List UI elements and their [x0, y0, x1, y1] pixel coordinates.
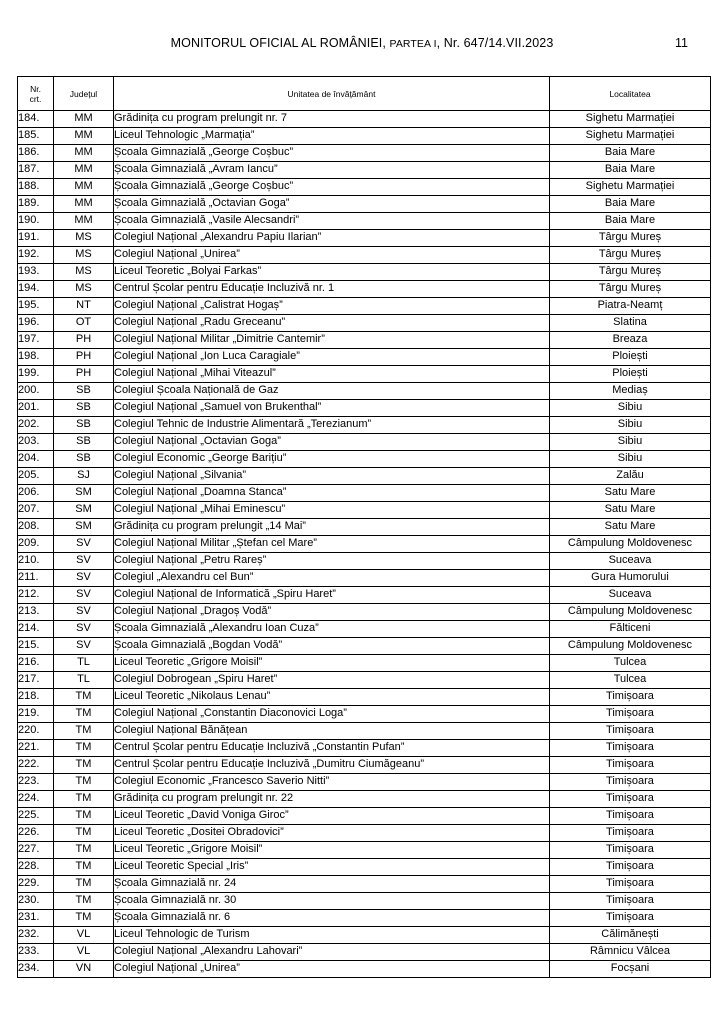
school-name: Școala Gimnazială „George Coșbuc” — [114, 145, 550, 162]
county-code: TL — [54, 672, 114, 689]
school-name: Colegiul Școala Națională de Gaz — [114, 383, 550, 400]
publication-title-main: MONITORUL OFICIAL AL ROMÂNIEI, — [170, 36, 390, 50]
county-code: SM — [54, 502, 114, 519]
county-code: TM — [54, 774, 114, 791]
school-name: Liceul Tehnologic de Turism — [114, 927, 550, 944]
row-number: 197. — [18, 332, 54, 349]
column-header-nr: Nr. crt. — [18, 77, 54, 111]
row-number: 204. — [18, 451, 54, 468]
county-code: TM — [54, 825, 114, 842]
school-name: Colegiul Național „Alexandru Lahovari” — [114, 944, 550, 961]
table-row — [18, 451, 711, 468]
county-code: TM — [54, 893, 114, 910]
locality: Ploiești — [550, 349, 711, 366]
locality: Fălticeni — [550, 621, 711, 638]
county-code: SB — [54, 417, 114, 434]
row-number: 222. — [18, 757, 54, 774]
county-code: OT — [54, 315, 114, 332]
locality: Râmnicu Vâlcea — [550, 944, 711, 961]
table-row — [18, 315, 711, 332]
table-row — [18, 111, 711, 128]
locality: Câmpulung Moldovenesc — [550, 638, 711, 655]
table-row — [18, 672, 711, 689]
locality: Timișoara — [550, 706, 711, 723]
school-name: Colegiul Național „Calistrat Hogaș” — [114, 298, 550, 315]
school-name: Colegiul Național „Dragoș Vodă” — [114, 604, 550, 621]
locality: Timișoara — [550, 825, 711, 842]
row-number: 199. — [18, 366, 54, 383]
county-code: TM — [54, 842, 114, 859]
school-name: Liceul Teoretic „Grigore Moisil” — [114, 655, 550, 672]
table-row — [18, 808, 711, 825]
county-code: SV — [54, 621, 114, 638]
county-code: TM — [54, 757, 114, 774]
column-header-localitate: Localitatea — [550, 77, 711, 111]
locality: Baia Mare — [550, 145, 711, 162]
county-code: SB — [54, 451, 114, 468]
row-number: 227. — [18, 842, 54, 859]
county-code: SB — [54, 400, 114, 417]
locality: Timișoara — [550, 740, 711, 757]
table-row — [18, 842, 711, 859]
county-code: PH — [54, 349, 114, 366]
row-number: 186. — [18, 145, 54, 162]
table-header-row — [18, 77, 711, 111]
school-name: Centrul Școlar pentru Educație Incluzivă nr. 1 — [114, 281, 550, 298]
county-code: MM — [54, 196, 114, 213]
school-name: Colegiul Național „Mihai Eminescu” — [114, 502, 550, 519]
table-row — [18, 910, 711, 927]
locality: Sighetu Marmației — [550, 128, 711, 145]
row-number: 205. — [18, 468, 54, 485]
row-number: 209. — [18, 536, 54, 553]
table-row — [18, 927, 711, 944]
table-row — [18, 757, 711, 774]
table-row — [18, 230, 711, 247]
county-code: TM — [54, 740, 114, 757]
row-number: 233. — [18, 944, 54, 961]
county-code: TM — [54, 859, 114, 876]
row-number: 231. — [18, 910, 54, 927]
table-row — [18, 961, 711, 978]
school-name: Colegiul Economic „George Barițiu” — [114, 451, 550, 468]
county-code: MM — [54, 145, 114, 162]
row-number: 217. — [18, 672, 54, 689]
school-name: Colegiul Național Bănățean — [114, 723, 550, 740]
page-header — [0, 36, 724, 56]
table-row — [18, 587, 711, 604]
school-name: Liceul Teoretic „Bolyai Farkas” — [114, 264, 550, 281]
table-row — [18, 723, 711, 740]
table-row — [18, 434, 711, 451]
table-row — [18, 468, 711, 485]
locality: Piatra-Neamț — [550, 298, 711, 315]
table-row — [18, 128, 711, 145]
table-row — [18, 417, 711, 434]
row-number: 193. — [18, 264, 54, 281]
school-name: Colegiul Național „Doamna Stanca” — [114, 485, 550, 502]
row-number: 223. — [18, 774, 54, 791]
row-number: 192. — [18, 247, 54, 264]
table-row — [18, 332, 711, 349]
table-row — [18, 179, 711, 196]
county-code: TM — [54, 808, 114, 825]
table-row — [18, 859, 711, 876]
row-number: 216. — [18, 655, 54, 672]
row-number: 224. — [18, 791, 54, 808]
row-number: 194. — [18, 281, 54, 298]
row-number: 232. — [18, 927, 54, 944]
locality: Breaza — [550, 332, 711, 349]
row-number: 200. — [18, 383, 54, 400]
county-code: MM — [54, 179, 114, 196]
county-code: SV — [54, 638, 114, 655]
table-row — [18, 621, 711, 638]
county-code: TM — [54, 689, 114, 706]
table-row — [18, 791, 711, 808]
locality: Timișoara — [550, 723, 711, 740]
table-row — [18, 502, 711, 519]
row-number: 201. — [18, 400, 54, 417]
row-number: 211. — [18, 570, 54, 587]
school-name: Colegiul Național „Alexandru Papiu Ilarian” — [114, 230, 550, 247]
county-code: NT — [54, 298, 114, 315]
locality: Sibiu — [550, 434, 711, 451]
row-number: 214. — [18, 621, 54, 638]
row-number: 208. — [18, 519, 54, 536]
county-code: TM — [54, 910, 114, 927]
school-name: Colegiul Național „Unirea” — [114, 961, 550, 978]
locality: Timișoara — [550, 859, 711, 876]
row-number: 221. — [18, 740, 54, 757]
row-number: 230. — [18, 893, 54, 910]
row-number: 195. — [18, 298, 54, 315]
locality: Timișoara — [550, 774, 711, 791]
county-code: SB — [54, 383, 114, 400]
table-row — [18, 570, 711, 587]
table-row — [18, 638, 711, 655]
table-row — [18, 774, 711, 791]
locality: Sibiu — [550, 417, 711, 434]
school-name: Colegiul Național „Ion Luca Caragiale” — [114, 349, 550, 366]
school-name: Liceul Tehnologic „Marmația” — [114, 128, 550, 145]
county-code: MM — [54, 162, 114, 179]
school-name: Colegiul Național „Samuel von Brukenthal” — [114, 400, 550, 417]
county-code: SV — [54, 587, 114, 604]
table-row — [18, 196, 711, 213]
school-name: Școala Gimnazială „George Coșbuc” — [114, 179, 550, 196]
locality: Sighetu Marmației — [550, 179, 711, 196]
row-number: 220. — [18, 723, 54, 740]
school-name: Liceul Teoretic „Nikolaus Lenau” — [114, 689, 550, 706]
locality: Sighetu Marmației — [550, 111, 711, 128]
table-row — [18, 655, 711, 672]
table-row — [18, 349, 711, 366]
county-code: VN — [54, 961, 114, 978]
row-number: 212. — [18, 587, 54, 604]
county-code: SV — [54, 536, 114, 553]
locality: Timișoara — [550, 842, 711, 859]
county-code: MS — [54, 264, 114, 281]
school-name: Colegiul Tehnic de Industrie Alimentară „Terezianum” — [114, 417, 550, 434]
row-number: 202. — [18, 417, 54, 434]
school-name: Grădinița cu program prelungit nr. 7 — [114, 111, 550, 128]
locality: Suceava — [550, 587, 711, 604]
locality: Sibiu — [550, 400, 711, 417]
row-number: 210. — [18, 553, 54, 570]
locality: Timișoara — [550, 757, 711, 774]
publication-title-issue: , Nr. 647/14.VII.2023 — [436, 36, 554, 50]
school-name: Grădinița cu program prelungit nr. 22 — [114, 791, 550, 808]
county-code: VL — [54, 927, 114, 944]
schools-table — [17, 76, 711, 978]
table-row — [18, 825, 711, 842]
county-code: TM — [54, 876, 114, 893]
school-name: Școala Gimnazială „Vasile Alecsandri” — [114, 213, 550, 230]
row-number: 218. — [18, 689, 54, 706]
school-name: Colegiul „Alexandru cel Bun” — [114, 570, 550, 587]
locality: Timișoara — [550, 893, 711, 910]
row-number: 185. — [18, 128, 54, 145]
row-number: 189. — [18, 196, 54, 213]
row-number: 198. — [18, 349, 54, 366]
table-row — [18, 247, 711, 264]
school-name: Liceul Teoretic „Grigore Moisil” — [114, 842, 550, 859]
locality: Satu Mare — [550, 485, 711, 502]
row-number: 234. — [18, 961, 54, 978]
row-number: 190. — [18, 213, 54, 230]
locality: Ploiești — [550, 366, 711, 383]
row-number: 203. — [18, 434, 54, 451]
county-code: MM — [54, 111, 114, 128]
table-row — [18, 383, 711, 400]
school-name: Școala Gimnazială „Alexandru Ioan Cuza” — [114, 621, 550, 638]
row-number: 213. — [18, 604, 54, 621]
school-name: Colegiul Dobrogean „Spiru Haret” — [114, 672, 550, 689]
row-number: 187. — [18, 162, 54, 179]
county-code: SV — [54, 570, 114, 587]
locality: Târgu Mureș — [550, 281, 711, 298]
table-row — [18, 145, 711, 162]
row-number: 219. — [18, 706, 54, 723]
locality: Timișoara — [550, 876, 711, 893]
school-name: Colegiul Național „Constantin Diaconovici Loga” — [114, 706, 550, 723]
locality: Focșani — [550, 961, 711, 978]
table-row — [18, 689, 711, 706]
school-name: Liceul Teoretic Special „Iris” — [114, 859, 550, 876]
table-row — [18, 706, 711, 723]
table-row — [18, 264, 711, 281]
school-name: Școala Gimnazială nr. 6 — [114, 910, 550, 927]
row-number: 226. — [18, 825, 54, 842]
row-number: 206. — [18, 485, 54, 502]
county-code: SV — [54, 553, 114, 570]
county-code: TM — [54, 723, 114, 740]
row-number: 228. — [18, 859, 54, 876]
county-code: SM — [54, 519, 114, 536]
publication-title-part: PARTEA I — [389, 38, 437, 50]
county-code: MS — [54, 230, 114, 247]
locality: Timișoara — [550, 689, 711, 706]
row-number: 188. — [18, 179, 54, 196]
locality: Baia Mare — [550, 162, 711, 179]
county-code: SB — [54, 434, 114, 451]
row-number: 215. — [18, 638, 54, 655]
locality: Baia Mare — [550, 196, 711, 213]
locality: Târgu Mureș — [550, 230, 711, 247]
locality: Târgu Mureș — [550, 247, 711, 264]
row-number: 196. — [18, 315, 54, 332]
locality: Câmpulung Moldovenesc — [550, 604, 711, 621]
locality: Baia Mare — [550, 213, 711, 230]
school-name: Școala Gimnazială nr. 24 — [114, 876, 550, 893]
county-code: SJ — [54, 468, 114, 485]
table-body — [18, 111, 711, 978]
school-name: Liceul Teoretic „David Voniga Giroc” — [114, 808, 550, 825]
school-name: Centrul Școlar pentru Educație Incluzivă „Dumitru Ciumăgeanu” — [114, 757, 550, 774]
locality: Satu Mare — [550, 502, 711, 519]
school-name: Colegiul Național „Mihai Viteazul” — [114, 366, 550, 383]
table-row — [18, 213, 711, 230]
school-name: Colegiul Național Militar „Dimitrie Cantemir” — [114, 332, 550, 349]
locality: Timișoara — [550, 791, 711, 808]
table-row — [18, 162, 711, 179]
school-name: Colegiul Național „Silvania” — [114, 468, 550, 485]
school-name: Grădinița cu program prelungit „14 Mai” — [114, 519, 550, 536]
school-name: Colegiul Național Militar „Ștefan cel Mare” — [114, 536, 550, 553]
table-row — [18, 485, 711, 502]
column-header-unitate: Unitatea de învățământ — [114, 77, 550, 111]
locality: Slatina — [550, 315, 711, 332]
county-code: MS — [54, 247, 114, 264]
school-name: Școala Gimnazială „Bogdan Vodă” — [114, 638, 550, 655]
row-number: 184. — [18, 111, 54, 128]
county-code: TM — [54, 706, 114, 723]
table-row — [18, 893, 711, 910]
county-code: PH — [54, 366, 114, 383]
table-row — [18, 281, 711, 298]
locality: Gura Humorului — [550, 570, 711, 587]
table-row — [18, 740, 711, 757]
table-row — [18, 944, 711, 961]
row-number: 225. — [18, 808, 54, 825]
row-number: 207. — [18, 502, 54, 519]
school-name: Colegiul Național „Radu Greceanu” — [114, 315, 550, 332]
locality: Tulcea — [550, 655, 711, 672]
county-code: TL — [54, 655, 114, 672]
table-row — [18, 519, 711, 536]
school-name: Școala Gimnazială „Octavian Goga” — [114, 196, 550, 213]
publication-title — [0, 36, 724, 50]
locality: Suceava — [550, 553, 711, 570]
county-code: SM — [54, 485, 114, 502]
school-name: Colegiul Național „Octavian Goga” — [114, 434, 550, 451]
school-name: Școala Gimnazială „Avram Iancu” — [114, 162, 550, 179]
school-name: Colegiul Național de Informatică „Spiru Haret” — [114, 587, 550, 604]
county-code: SV — [54, 604, 114, 621]
school-name: Centrul Școlar pentru Educație Incluzivă „Constantin Pufan” — [114, 740, 550, 757]
county-code: MM — [54, 213, 114, 230]
locality: Timișoara — [550, 910, 711, 927]
locality: Câmpulung Moldovenesc — [550, 536, 711, 553]
county-code: TM — [54, 791, 114, 808]
locality: Satu Mare — [550, 519, 711, 536]
table-row — [18, 553, 711, 570]
table-row — [18, 400, 711, 417]
county-code: MS — [54, 281, 114, 298]
locality: Timișoara — [550, 808, 711, 825]
county-code: MM — [54, 128, 114, 145]
school-name: Colegiul Economic „Francesco Saverio Nitti” — [114, 774, 550, 791]
school-name: Colegiul Național „Petru Rareș” — [114, 553, 550, 570]
table-row — [18, 876, 711, 893]
page-number: 11 — [675, 36, 688, 50]
locality: Mediaș — [550, 383, 711, 400]
school-name: Colegiul Național „Unirea” — [114, 247, 550, 264]
table-row — [18, 604, 711, 621]
county-code: VL — [54, 944, 114, 961]
locality: Târgu Mureș — [550, 264, 711, 281]
locality: Călimănești — [550, 927, 711, 944]
row-number: 191. — [18, 230, 54, 247]
locality: Zalău — [550, 468, 711, 485]
county-code: PH — [54, 332, 114, 349]
table-row — [18, 366, 711, 383]
school-name: Școala Gimnazială nr. 30 — [114, 893, 550, 910]
locality: Sibiu — [550, 451, 711, 468]
row-number: 229. — [18, 876, 54, 893]
table-row — [18, 536, 711, 553]
school-name: Liceul Teoretic „Dositei Obradovici” — [114, 825, 550, 842]
column-header-judet: Județul — [54, 77, 114, 111]
table-row — [18, 298, 711, 315]
locality: Tulcea — [550, 672, 711, 689]
